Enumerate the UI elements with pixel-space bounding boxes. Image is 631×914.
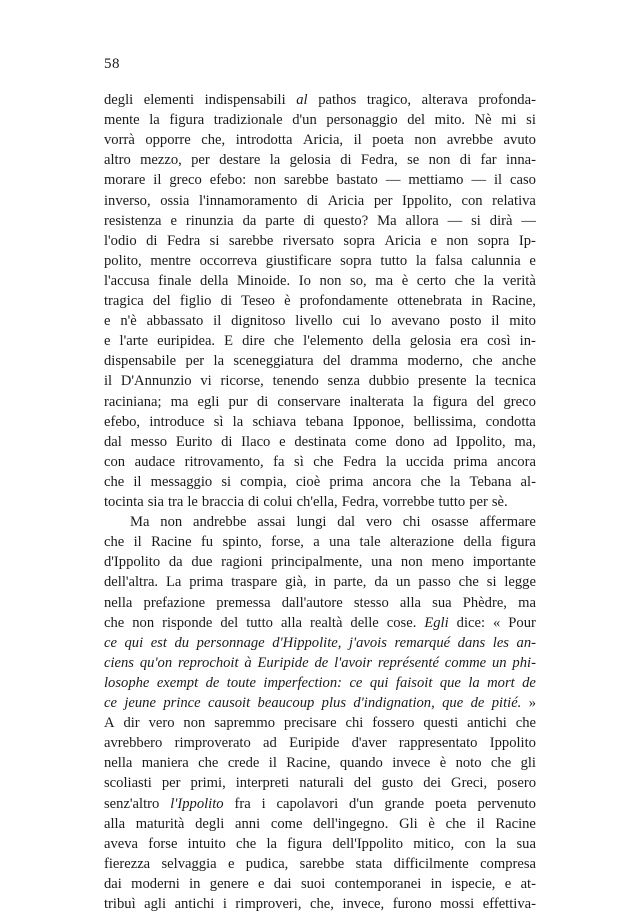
text-line: morare il greco efebo: non sarebbe bastato — mettiamo — il caso [104, 172, 536, 189]
text-line: tragica del figlio di Teseo è profondamente ottenebrata in Racine, [104, 293, 536, 309]
text-line: avrebbero rimproverato ad Euripide d'aver rappresentato Ippolito [104, 735, 536, 752]
text-line: dispensabile per la sceneggiatura del dramma moderno, che anche [104, 353, 536, 370]
text-line: ciens qu'on reprochoit à Euripide de l'avoir représenté comme un phi- [104, 654, 536, 671]
text-line: inverso, ossia l'innamoramento di Aricia per Ippolito, con relativa [104, 192, 536, 209]
text-line: mente la figura tradizionale d'un personaggio del mito. Nè mi si [104, 112, 536, 129]
text-line: resistenza e rinunzia da parte di questo? Ma allora — si dirà — [104, 212, 536, 229]
text-line: che il Racine fu spinto, forse, a una tale alterazione della figura [104, 534, 536, 551]
text-line: d'Ippolito da due ragioni principalmente, una non meno importante [104, 554, 536, 571]
text-line: scoliasti per primi, interpreti naturali del gusto dei Greci, posero [104, 775, 536, 792]
text-line: l'accusa finale della Minoide. Io non so, ma è certo che la verità [104, 272, 536, 289]
text-line: con audace ritrovamento, fa sì che Fedra la uccida prima ancora [104, 453, 536, 470]
text-line: senz'altro l'Ippolito fra i capolavori d'un grande poeta pervenuto [104, 795, 536, 812]
text-line: e l'arte euripidea. E dire che l'elemento della gelosia era così in- [104, 333, 536, 350]
text-line: losophe exempt de toute imperfection: ce qui faisoit que la mort de [104, 674, 536, 691]
text-line: altro mezzo, per destare la gelosia di Fedra, se non di far inna- [104, 152, 536, 169]
text-line: alla maturità degli anni come dell'ingegno. Gli è che il Racine [104, 815, 536, 832]
text-line: l'odio di Fedra si sarebbe riversato sopra Aricia e non sopra Ip- [104, 232, 536, 249]
text-line: degli elementi indispensabili al pathos tragico, alterava profonda- [104, 92, 536, 108]
text-line: ce jeune prince causoit beaucoup plus d'indignation, que de pitié. » [104, 695, 536, 711]
text-line: dal messo Eurito di Ilaco e destinata come dono ad Ippolito, ma, [104, 433, 536, 450]
text-line: il D'Annunzio vi ricorse, tenendo senza dubbio presente la tecnica [104, 373, 536, 390]
text-line: Ma non andrebbe assai lungi dal vero chi osasse affermare [130, 514, 536, 531]
text-line: vorrà opporre che, introdotta Aricia, il poeta non avrebbe avuto [104, 132, 536, 149]
page-number: 58 [104, 56, 120, 72]
text-line: nella prefazione premessa dall'autore stesso alla sua Phèdre, ma [104, 594, 536, 611]
text-line: efebo, introduce sì la schiava tebana Ipponoe, bellissima, condotta [104, 413, 536, 430]
text-line: A dir vero non sapremmo precisare chi fossero questi antichi che [104, 715, 536, 732]
text-line: e n'è abbassato il dignitoso livello cui lo avevano posto il mito [104, 313, 536, 330]
text-line: dell'altra. La prima traspare già, in parte, da un passo che si legge [104, 574, 536, 591]
text-line: tribuì agli antichi i rimproveri, che, invece, furono mossi effettiva- [104, 896, 536, 912]
text-line: che non risponde del tutto alla realtà delle cose. Egli dice: « Pour [104, 614, 536, 631]
text-line: tocinta sia tra le braccia di colui ch'ella, Fedra, vorrebbe tutto per sè. [104, 494, 508, 510]
text-line: raciniana; ma egli pur di conservare inalterata la figura del greco [104, 393, 536, 410]
text-line: ce qui est du personnage d'Hippolite, j'avois remarqué dans les an- [104, 634, 536, 651]
text-line: nella maniera che crede il Racine, quando invece è noto che gli [104, 755, 536, 772]
text-line: fierezza selvaggia e pudica, sarebbe stata difficilmente compresa [104, 855, 536, 872]
text-line: aveva forse intuito che la figura dell'Ippolito mitico, con la sua [104, 835, 536, 852]
text-line: polito, mentre occorreva giustificare sopra tutto la falsa calunnia e [104, 252, 536, 269]
text-line: che il messaggio si compia, cioè prima ancora che la Tebana al- [104, 473, 536, 490]
text-line: dai moderni in genere e dai suoi contemporanei in ispecie, e at- [104, 875, 536, 892]
